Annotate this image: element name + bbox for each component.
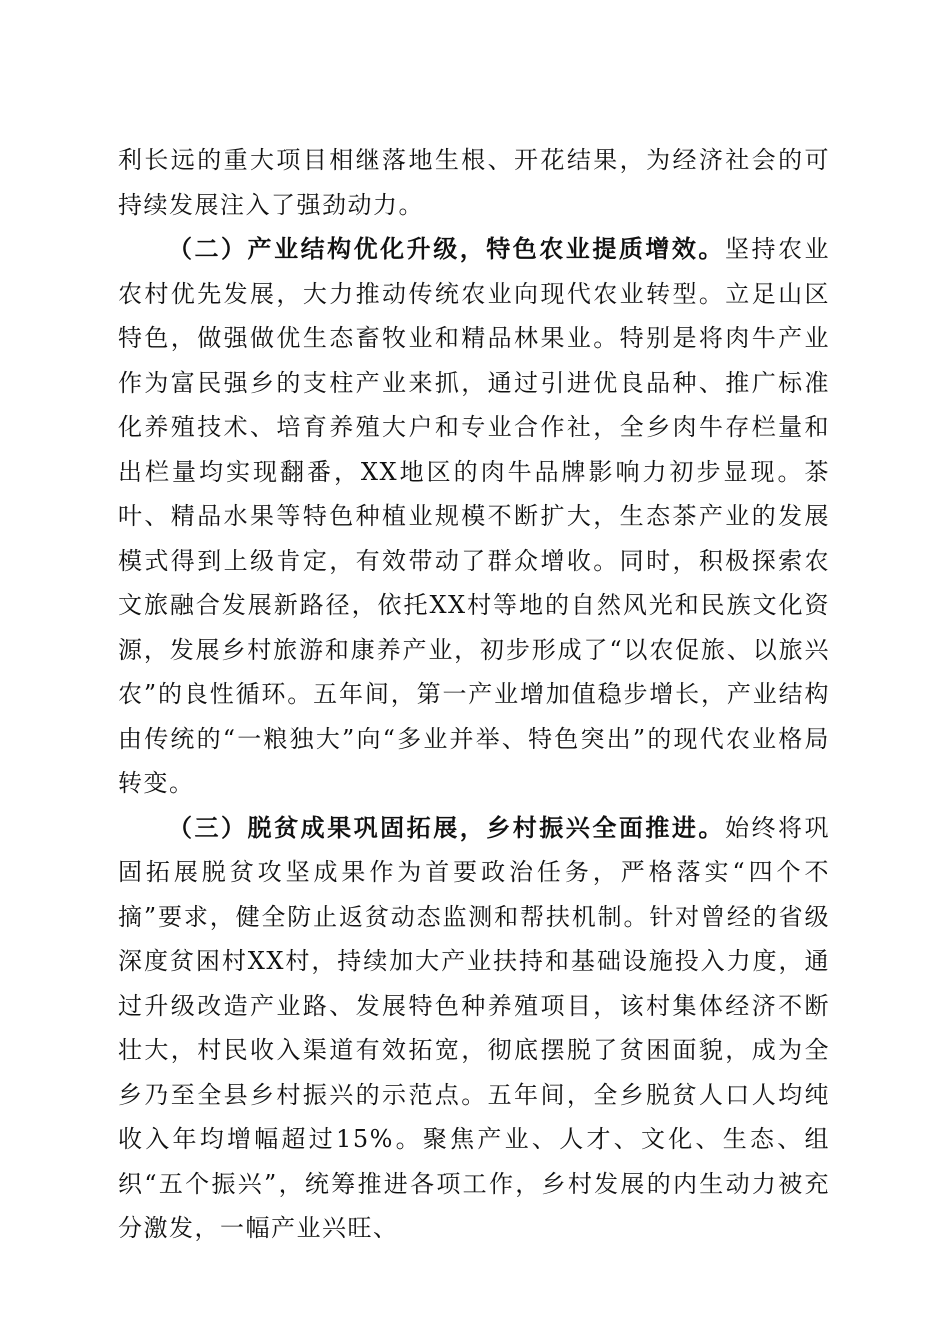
section-2-body: 坚持农业农村优先发展，大力推动传统农业向现代农业转型。立足山区特色，做强做优生态畜牧业和精品林果业。特别是将肉牛产业作为富民强乡的支柱产业来抓，通过引进优良品种、推广标准化养殖技术、培育养殖大户和专业合作社，全乡肉牛存栏量和出栏量均实现翻番，XX地区的肉牛品牌影响力初步显现。茶叶、精品水果等特色种植业规模不断扩大，生态茶产业的发展模式得到上级肯定，有效带动了群众增收。同时，积极探索农文旅融合发展新路径，依托XX村等地的自然风光和民族文化资源，发展乡村旅游和康养产业，初步形成了“以农促旅、以旅兴农”的良性循环。五年间，第一产业增加值稳步增长，产业结构由传统的“一粮独大”向“多业并举、特色突出”的现代农业格局转变。 xyxy=(118,235,830,797)
continuation-paragraph xyxy=(118,138,830,227)
document-body xyxy=(118,138,830,1251)
section-3-paragraph xyxy=(118,806,830,1251)
section-2-heading: （二）产业结构优化升级，特色农业提质增效。 xyxy=(168,234,725,263)
section-2-paragraph xyxy=(118,227,830,806)
section-3-heading: （三）脱贫成果巩固拓展，乡村振兴全面推进。 xyxy=(168,812,725,842)
continuation-text: 利长远的重大项目相继落地生根、开花结果，为经济社会的可持续发展注入了强劲动力。 xyxy=(118,146,830,219)
section-3-body: 始终将巩固拓展脱贫攻坚成果作为首要政治任务，严格落实“四个不摘”要求，健全防止返贫动态监测和帮扶机制。针对曾经的省级深度贫困村XX村，持续加大产业扶持和基础设施投入力度，通过升级改造产业路、发展特色种养殖项目，该村集体经济不断壮大，村民收入渠道有效拓宽，彻底摆脱了贫困面貌，成为全乡乃至全县乡村振兴的示范点。五年间，全乡脱贫人口人均纯收入年均增幅超过15%。聚焦产业、人才、文化、生态、组织“五个振兴”，统筹推进各项工作，乡村发展的内生动力被充分激发，一幅产业兴旺、 xyxy=(118,813,830,1242)
